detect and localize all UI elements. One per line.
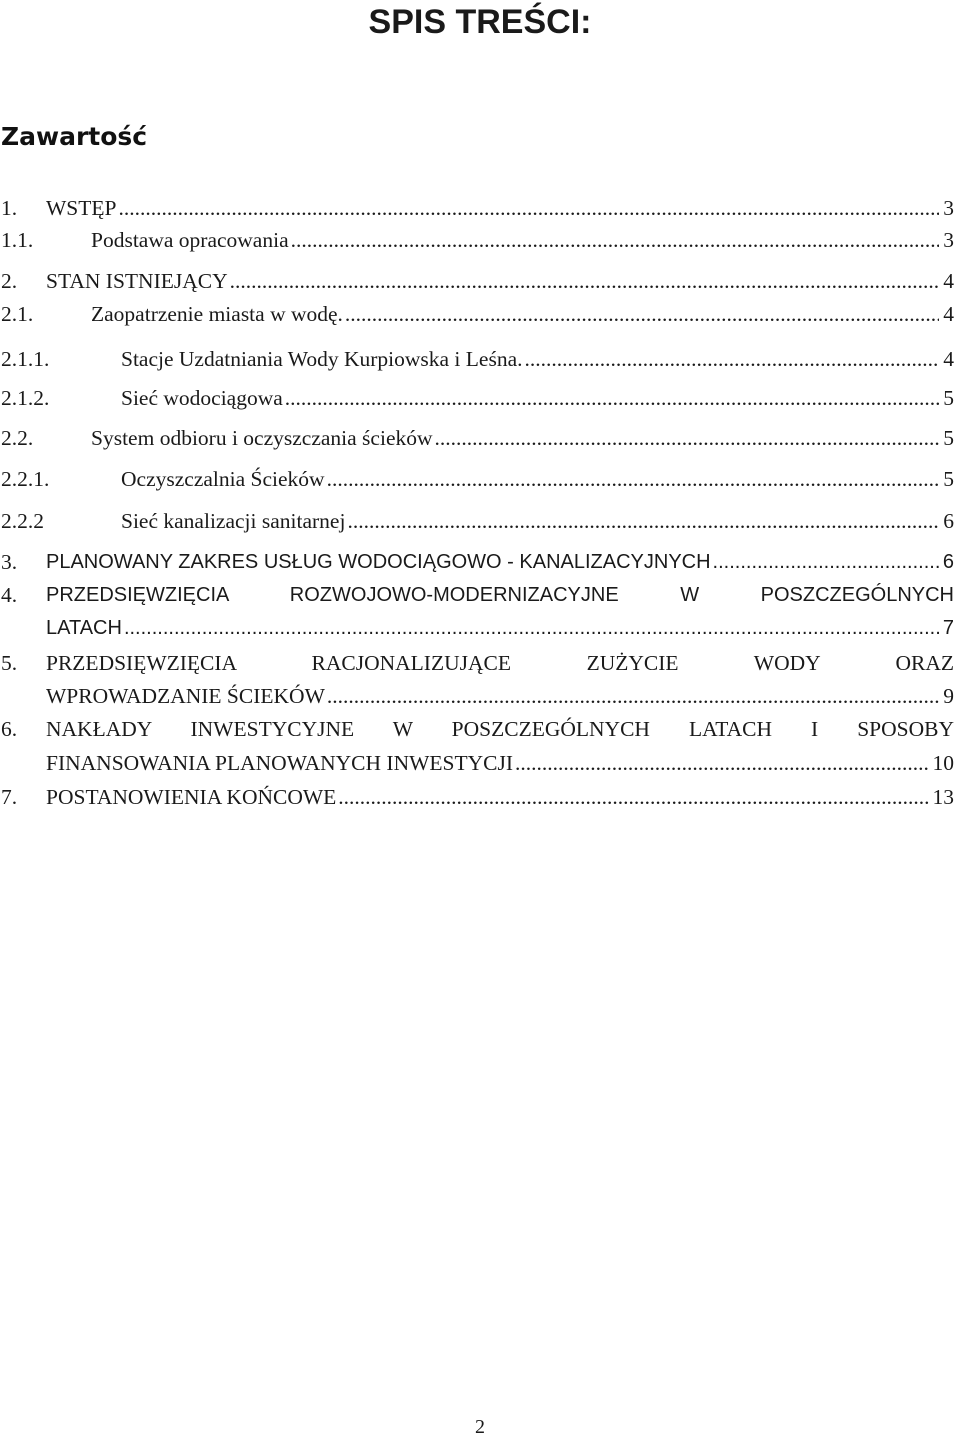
toc-entry-title: Podstawa opracowania bbox=[91, 228, 289, 252]
toc-entry-title-line2: LATACH bbox=[46, 617, 122, 639]
toc-entry-number: 4. bbox=[1, 583, 18, 607]
toc-entry-4[interactable] bbox=[0, 580, 956, 610]
toc-entry-6-continued[interactable] bbox=[0, 748, 956, 778]
toc-entry-2-2[interactable] bbox=[0, 423, 956, 453]
dot-leader bbox=[515, 748, 928, 778]
toc-entry-number: 2.1. bbox=[1, 302, 34, 326]
dot-leader bbox=[338, 782, 928, 812]
dot-leader bbox=[327, 464, 940, 494]
toc-entry-page: 10 bbox=[932, 751, 954, 775]
toc-entry-2-1-1[interactable] bbox=[0, 344, 956, 374]
dot-leader bbox=[291, 225, 940, 255]
dot-leader bbox=[327, 681, 939, 711]
toc-entry-page: 5 bbox=[943, 426, 954, 450]
dot-leader bbox=[525, 344, 940, 374]
toc-entry-page: 3 bbox=[943, 196, 954, 220]
dot-leader bbox=[713, 547, 939, 577]
toc-entry-number: 7. bbox=[1, 785, 18, 809]
toc-entry-title: WSTĘP bbox=[46, 196, 117, 220]
toc-entry-page: 13 bbox=[932, 785, 954, 809]
toc-entry-title: POSTANOWIENIA KOŃCOWE bbox=[46, 785, 337, 809]
toc-entry-4-continued[interactable] bbox=[0, 613, 956, 643]
toc-entry-title: System odbioru i oczyszczania ścieków bbox=[91, 426, 433, 450]
toc-entry-page: 6 bbox=[942, 551, 954, 573]
toc-entry-1[interactable] bbox=[0, 193, 956, 223]
toc-entry-title-line2: WPROWADZANIE ŚCIEKÓW bbox=[46, 684, 325, 708]
toc-entry-page: 4 bbox=[943, 347, 954, 371]
dot-leader bbox=[124, 613, 939, 643]
toc-entry-number: 2.2. bbox=[1, 426, 34, 450]
toc-entry-number: 1. bbox=[1, 196, 18, 220]
toc-entry-1-1[interactable] bbox=[0, 225, 956, 255]
toc-entry-7[interactable] bbox=[0, 782, 956, 812]
toc-entry-title: PLANOWANY ZAKRES USŁUG WODOCIĄGOWO - KANALIZACYJNYCH bbox=[46, 551, 711, 573]
toc-entry-number: 2.1.1. bbox=[1, 347, 50, 371]
toc-entry-page: 6 bbox=[943, 509, 954, 533]
dot-leader bbox=[118, 193, 939, 223]
toc-entry-title: Zaopatrzenie miasta w wodę. bbox=[91, 302, 343, 326]
dot-leader bbox=[285, 383, 939, 413]
toc-entry-2-2-2[interactable] bbox=[0, 506, 956, 536]
toc-entry-page: 9 bbox=[943, 684, 954, 708]
toc-entry-2-1-2[interactable] bbox=[0, 383, 956, 413]
toc-entry-title: Sieć wodociągowa bbox=[121, 386, 283, 410]
toc-entry-number: 6. bbox=[1, 717, 18, 741]
toc-entry-title-line1: PRZEDSIĘWZIĘCIA ROZWOJOWO-MODERNIZACYJNE W POSZCZEGÓLNYCH bbox=[46, 584, 954, 606]
toc-entry-5-continued[interactable] bbox=[0, 681, 956, 711]
toc-entry-number: 3. bbox=[1, 550, 18, 574]
toc-entry-title: Sieć kanalizacji sanitarnej bbox=[121, 509, 346, 533]
dot-leader bbox=[230, 266, 940, 296]
toc-entry-page: 5 bbox=[943, 467, 954, 491]
dot-leader bbox=[347, 506, 939, 536]
toc-entry-6[interactable] bbox=[0, 714, 956, 744]
toc-entry-page: 5 bbox=[943, 386, 954, 410]
toc-entry-number: 2. bbox=[1, 269, 18, 293]
page-title: SPIS TREŚCI: bbox=[368, 3, 592, 41]
toc-entry-3[interactable] bbox=[0, 547, 956, 577]
toc-entry-title-line2: FINANSOWANIA PLANOWANYCH INWESTYCJI bbox=[46, 751, 514, 775]
toc-entry-number: 2.2.2 bbox=[1, 509, 44, 533]
toc-entry-number: 5. bbox=[1, 651, 18, 675]
toc-entry-page: 3 bbox=[943, 228, 954, 252]
toc-entry-number: 2.2.1. bbox=[1, 467, 50, 491]
toc-entry-5[interactable] bbox=[0, 648, 956, 678]
toc-heading: Zawartość bbox=[1, 122, 148, 151]
toc-entry-2-1[interactable] bbox=[0, 299, 956, 329]
dot-leader bbox=[345, 299, 939, 329]
toc-entry-number: 2.1.2. bbox=[1, 386, 50, 410]
toc-entry-2[interactable] bbox=[0, 266, 956, 296]
toc-entry-page: 4 bbox=[943, 302, 954, 326]
toc-entry-2-2-1[interactable] bbox=[0, 464, 956, 494]
toc-entry-title: Stacje Uzdatniania Wody Kurpiowska i Leśna. bbox=[121, 347, 523, 371]
toc-entry-page: 7 bbox=[942, 617, 954, 639]
toc-entry-title-line1: PRZEDSIĘWZIĘCIA RACJONALIZUJĄCE ZUŻYCIE WODY ORAZ bbox=[46, 651, 954, 675]
toc-entry-title-line1: NAKŁADY INWESTYCYJNE W POSZCZEGÓLNYCH LATACH I SPOSOBY bbox=[46, 717, 954, 741]
toc-entry-number: 1.1. bbox=[1, 228, 34, 252]
dot-leader bbox=[435, 423, 940, 453]
toc-entry-title: STAN ISTNIEJĄCY bbox=[46, 269, 228, 293]
toc-entry-title: Oczyszczalnia Ścieków bbox=[121, 467, 325, 491]
toc-entry-page: 4 bbox=[943, 269, 954, 293]
page-number: 2 bbox=[475, 1416, 485, 1438]
